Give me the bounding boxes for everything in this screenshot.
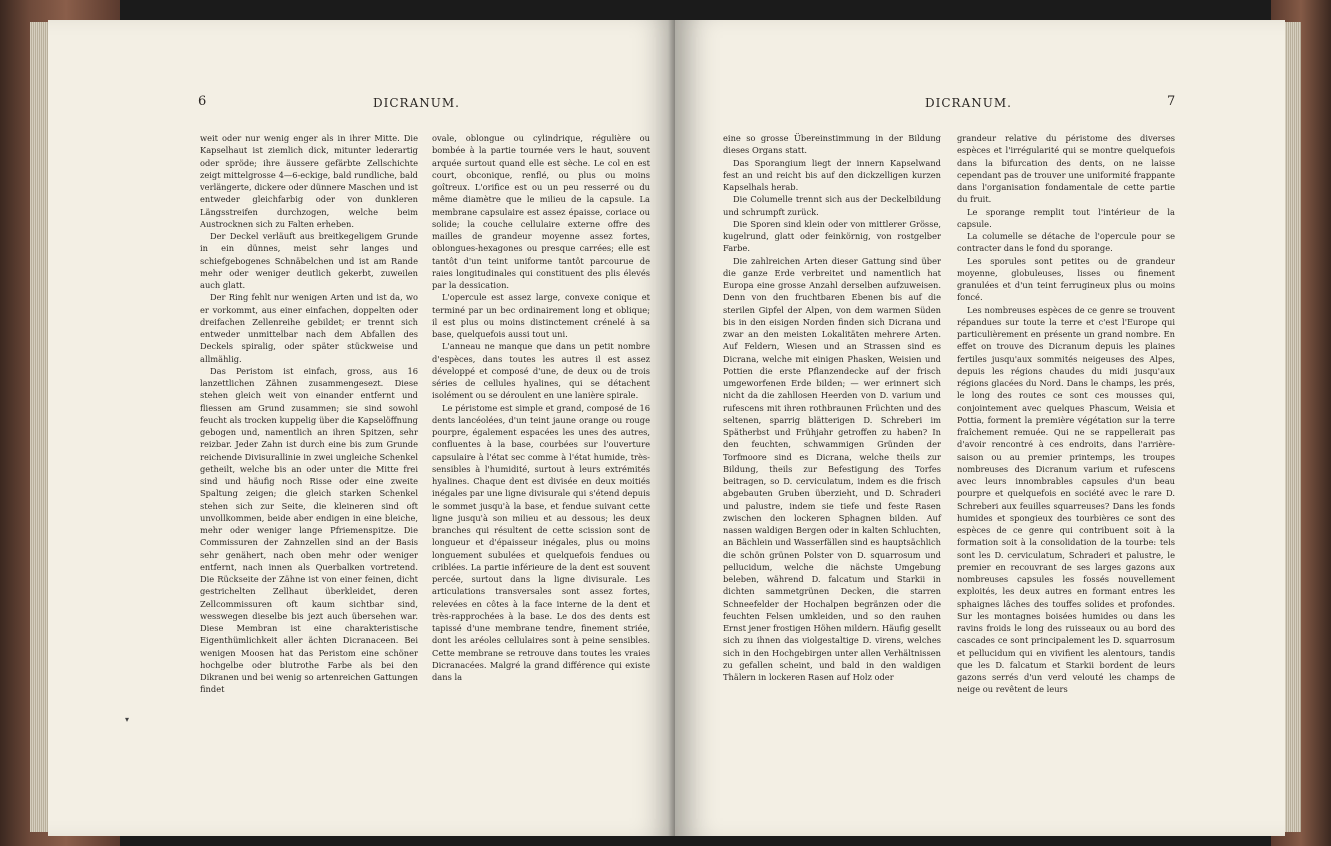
- paragraph: ovale, oblongue ou cylindrique, régulière ou bombée à la partie tournée vers le haut, souvent arquée surtout quand elle est sèche. Le col en est court, obconique, renflé, ou plus ou moins goîtreux. L'orifice est ou un peu resserré ou du même diamètre que le milieu de la capsule. La membrane capsulaire est assez épaisse, coriace ou solide; la couche cellulaire externe offre des mailles de grandeur moyenne assez fortes, oblongues-hexagones ou presque carrées; elle est tantôt d'un teint uniforme tantôt parcourue de raies longitudinales qui constituent des plis élevés par la dessication.: [432, 133, 650, 290]
- page-edges-left: [30, 22, 50, 832]
- paragraph: Der Ring fehlt nur wenigen Arten und ist da, wo er vorkommt, aus einer einfachen, doppelten oder dreifachen Zellenreihe gebildet; er trennt sich entweder unmittelbar nach dem Abfallen des Deckels spiralig, oder später stückweise und allmählig.: [200, 292, 418, 364]
- paragraph: Le péristome est simple et grand, composé de 16 dents lancéolées, d'un teint jaune orange ou rouge pourpre, également espacées les unes des autres, confluentes à la base, courbées sur l'ouverture capsulaire à l'état sec comme à l'état humide, très-sensibles à l'humidité, surtout à leurs extrémités hyalines. Chaque dent est divisée en deux moitiés inégales par une ligne divisurale qui s'étend depuis le sommet jusqu'à la base, et fendue suivant cette ligne jusqu'à son milieu et au dessous; les deux branches qui résultent de cette scission sont de longueur et d'épaisseur inégales, plus ou moins longuement subulées et quelquefois fendues ou criblées. La partie inférieure de la dent est souvent percée, surtout dans la ligne divisurale. Les articulations transversales sont assez fortes, relevées en côtes à la face interne de la dent et très-rapprochées à la base. Le dos des dents est tapissé d'une membrane tendre, finement striée, dont les aréoles cellulaires sont à peine sensibles. Cette membrane se retrouve dans toutes les vraies Dicranacées. Malgré la grand différence qui existe dans la: [432, 402, 650, 682]
- right-column-french: [957, 132, 1175, 696]
- paragraph: eine so grosse Übereinstimmung in der Bildung dieses Organs statt.: [723, 133, 941, 156]
- paragraph: L'anneau ne manque que dans un petit nombre d'espèces, dans toutes les autres il est assez développé et composé d'une, de deux ou de trois séries de cellules hyalines, qui se détachent isolément ou se déroulent en une lanière spirale.: [432, 341, 650, 401]
- page-number-left: 6: [198, 94, 207, 109]
- paragraph: grandeur relative du péristome des diverses espèces et l'irrégularité qui se montre quelquefois dans la bifurcation des dents, on ne laisse cependant pas de trouver une uniformité frappante dans l'organisation fondamentale de cette partie du fruit.: [957, 133, 1175, 205]
- margin-mark: ▾: [125, 715, 130, 724]
- paragraph: Le sporange remplit tout l'intérieur de la capsule.: [957, 206, 1175, 229]
- page-edges-right: [1283, 22, 1301, 832]
- running-header-right: DICRANUM.: [925, 96, 1012, 110]
- paragraph: L'opercule est assez large, convexe conique et terminé par un bec ordinairement long et oblique; il est plus ou moins distinctement crénelé à sa base, quelquefois aussi tout uni.: [432, 292, 650, 339]
- paragraph: Der Deckel verläuft aus breitkegeligem Grunde in ein dünnes, meist sehr langes und schiefgebogenes Schnäbelchen und ist am Rande mehr oder weniger deutlich gekerbt, zuweilen auch glatt.: [200, 231, 418, 290]
- left-column-german: [723, 132, 941, 683]
- paragraph: La columelle se détache de l'opercule pour se contracter dans le fond du sporange.: [957, 231, 1175, 254]
- paragraph: Das Sporangium liegt der innern Kapselwand fest an und reicht bis auf den dickzelligen kurzen Kapselhals herab.: [723, 157, 941, 192]
- page-number-right: 7: [1167, 94, 1176, 109]
- paragraph: Das Peristom ist einfach, gross, aus 16 lanzettlichen Zähnen zusammengesezt. Diese stehen gleich weit von einander entfernt und fliessen am Grund zusammen; sie sind sowohl feucht als trocken kuppelig über die Kapselöffnung gebogen und, namentlich an ihren Spitzen, sehr reizbar. Jeder Zahn ist durch eine bis zum Grunde reichende Divisurallinie in zwei ungleiche Schenkel getheilt, welche bis an oder unter die Mitte frei sind und häufig noch Risse oder eine zweite Spaltung zeigen; die gleich starken Schenkel stehen sich zur Seite, die kleineren sind oft unvollkommen, beide aber endigen in eine bleiche, mehr oder weniger lange Pfriemenspitze. Die Commissuren der Zahnzellen sind an der Basis sehr genähert, nach oben mehr oder weniger entfernt, nach innen als Querbalken vortretend. Die Rückseite der Zähne ist von einer feinen, dicht gestrichelten Zellhaut überkleidet, deren Zellcommissuren oft kaum sichtbar sind, wesswegen dieselbe bis jezt auch übersehen war. Diese Membran ist eine charakteristische Eigenthümlichkeit aller ächten Dicranaceen. Bei wenigen Moosen hat das Peristom eine schöner hochgelbe oder blutrothe Farbe als bei den Dikranen und bei wenig so artenreichen Gattungen findet: [200, 365, 418, 695]
- paragraph: Les sporules sont petites ou de grandeur moyenne, globuleuses, lisses ou finement granulées et d'un teint ferrugineux plus ou moins foncé.: [957, 255, 1175, 303]
- paragraph: Die Sporen sind klein oder von mittlerer Grösse, kugelrund, glatt oder feinkörnig, von rostgelber Farbe.: [723, 218, 941, 254]
- right-page: [675, 20, 1285, 836]
- paragraph: Die Columelle trennt sich aus der Deckelbildung und schrumpft zurück.: [723, 194, 941, 217]
- paragraph: Les nombreuses espèces de ce genre se trouvent répandues sur toute la terre et c'est l'Europe qui particulièrement en présente un grand nombre. En effet on trouve des Dicranum depuis les plaines fertiles jusqu'aux sommités neigeuses des Alpes, depuis les régions chaudes du midi jusqu'aux régions glacées du Nord. Dans le champs, les prés, le long des routes ce sont ces mousses qui, conjointement avec quelques Phascum, Weisia et Pottia, forment la première végétation sur la terre fraîchement remuée. Qui ne se rappellerait pas d'avoir rencontré à ces endroits, dans l'arrière-saison ou au premier printemps, les troupes nombreuses des Dicranum varium et rufescens avec leurs innombrables capsules d'un beau pourpre et quelquefois en société avec le rare D. Schreberi aux feuilles squarreuses? Dans les fonds humides et spongieux des tourbières ce sont des espèces de ce genre qui contribuent soit à la formation soit à la consolidation de la tourbe: tels sont les D. cerviculatum, Schraderi et palustre, le premier en recouvrant de ses larges gazons aux nombreuses capsules les fossés nouvellement exploités, les deux autres en formant entres les sphaignes lâches des touffes solides et profondes. Sur les montagnes boisées humides ou dans les ravins froids le long des ruisseaux ou au bord des cascades ce sont principalement les D. squarrosum et pellucidum qui en vivifient les alentours, tandis que les D. falcatum et Starkii bordent de leurs gazons serrés d'un verd velouté les champs de neige ou revêtent de leurs: [957, 304, 1175, 695]
- paragraph: weit oder nur wenig enger als in ihrer Mitte. Die Kapselhaut ist ziemlich dick, mitunter lederartig oder spröde; ihre äussere gefärbte Zellschichte zeigt mittelgrosse 4—6-eckige, bald rundliche, bald verlängerte, dickere oder dünnere Maschen und ist entweder gleichfarbig oder von dunkleren Längsstreifen durchzogen, welche beim Austrocknen sich zu Falten erheben.: [200, 133, 418, 229]
- left-page: [48, 20, 675, 836]
- left-column-german: [200, 132, 418, 696]
- running-header-left: DICRANUM.: [373, 96, 460, 110]
- right-column-french: [432, 132, 650, 683]
- paragraph: Die zahlreichen Arten dieser Gattung sind über die ganze Erde verbreitet und namentlich hat Europa eine grosse Anzahl derselben aufzuweisen. Denn von den fruchtbaren Ebenen bis auf die sterilen Gipfel der Alpen, von dem warmen Süden bis in den eisigen Norden finden sich Dicrana und zwar an den meisten Lokalitäten mehrere Arten. Auf Feldern, Wiesen und an Strassen sind es Dicrana, welche mit einigen Phasken, Weisien und Pottien die erste Pflanzendecke auf der frisch umgeworfenen Erde bilden; — wer erinnert sich nicht da die zahllosen Heerden von D. varium und rufescens mit ihren rothbraunen Früchten und des seltenen, sparrig blätterigen D. Schreberi im Spätherbst und Frühjahr getroffen zu haben? In den feuchten, schwammigen Gründen der Torfmoore sind es Dicrana, welche theils zur Bildung, theils zur Befestigung des Torfes beitragen, so D. cerviculatum, indem es die frisch abgebauten Gruben überzieht, und D. Schraderi und palustre, indem sie tiefe und feste Rasen zwischen den lockeren Sphagnen bilden. Auf nassen waldigen Bergen oder in kalten Schluchten, an Bächlein und Wasserfällen sind es hauptsächlich die schön grünen Polster von D. squarrosum und pellucidum, welche die nächste Umgebung beleben, während D. falcatum und Starkii in dichten sammetgrünen Decken, die starren Schneefelder der Hochalpen begränzen oder die feuchten Felsen umkleiden, und so den rauhen Ernst jener frostigen Höhen mildern. Häufig gesellt sich zu ihnen das violgestaltige D. virens, welches sich in den Hochgebirgen unter allen Verhältnissen zu gefallen scheint, und bald in den waldigen Thälern in lockeren Rasen auf Holz oder: [723, 255, 941, 682]
